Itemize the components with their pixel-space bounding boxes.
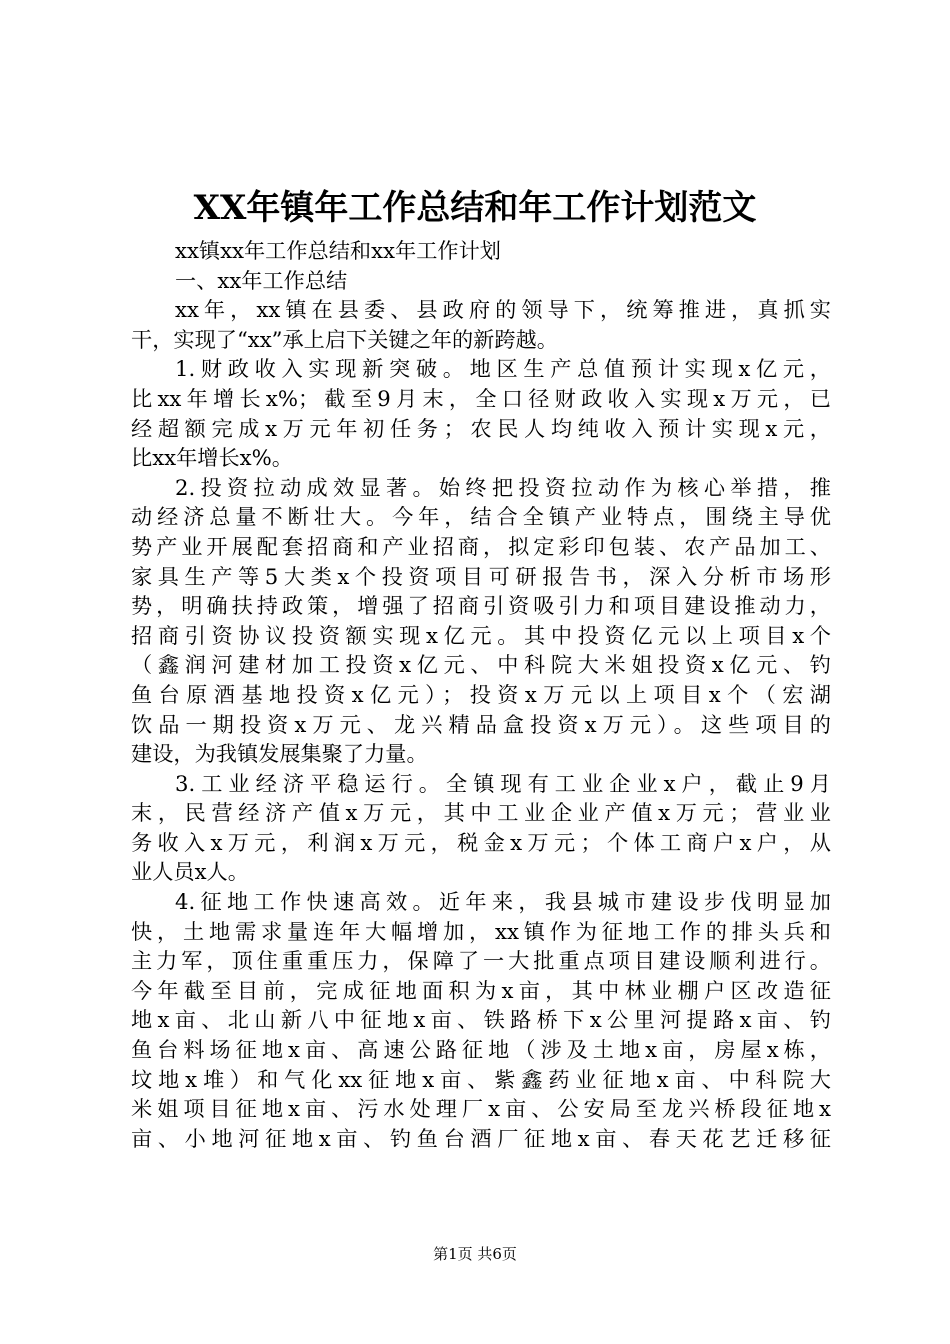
text-line: 3.工业经济平稳运行。全镇现有工业企业x户，截止9月 <box>175 770 831 796</box>
text-line: 一、xx年工作总结 <box>175 267 348 293</box>
text-line: 鱼台料场征地x亩、高速公路征地（涉及土地x亩，房屋x栋， <box>131 1037 831 1063</box>
text-line: 家具生产等5大类x个投资项目可研报告书，深入分析市场形 <box>131 563 831 589</box>
text-line: 比xx年增长x%。 <box>131 445 293 471</box>
text-line: 饮品一期投资x万元、龙兴精品盒投资x万元）。这些项目的 <box>131 711 831 737</box>
text-line: 务收入x万元，利润x万元，税金x万元；个体工商户x户，从 <box>131 829 831 855</box>
text-line: 今年截至目前，完成征地面积为x亩，其中林业棚户区改造征 <box>131 977 831 1003</box>
text-line: 米姐项目征地x亩、污水处理厂x亩、公安局至龙兴桥段征地x <box>131 1096 831 1122</box>
text-line: 业人员x人。 <box>131 859 249 885</box>
text-line: 快，土地需求量连年大幅增加，xx镇作为征地工作的排头兵和 <box>131 918 831 944</box>
text-line: xx镇xx年工作总结和xx年工作计划 <box>175 238 501 263</box>
text-line: 鱼台原酒基地投资x亿元）；投资x万元以上项目x个（宏湖 <box>131 681 831 707</box>
document-body <box>131 236 831 1153</box>
text-line: 坟地x堆）和气化xx征地x亩、紫鑫药业征地x亩、中科院大 <box>131 1066 831 1092</box>
text-line: 4.征地工作快速高效。近年来，我县城市建设步伐明显加 <box>175 889 831 915</box>
text-line: 比xx年增长x%；截至9月末，全口径财政收入实现x万元，已 <box>131 385 831 411</box>
text-line: 末，民营经济产值x万元，其中工业企业产值x万元；营业业 <box>131 800 831 826</box>
text-line: 经超额完成x万元年初任务；农民人均纯收入预计实现x元， <box>131 415 831 441</box>
text-line: 地x亩、北山新八中征地x亩、铁路桥下x公里河提路x亩、钓 <box>131 1007 831 1033</box>
text-line: xx年，xx镇在县委、县政府的领导下，统筹推进，真抓实 <box>175 297 831 323</box>
text-line: 主力军，顶住重重压力，保障了一大批重点项目建设顺利进行。 <box>131 948 831 974</box>
text-line: 势，明确扶持政策，增强了招商引资吸引力和项目建设推动力， <box>131 593 831 619</box>
page-footer: 第1页 共6页 <box>433 1245 517 1263</box>
text-line: （鑫润河建材加工投资x亿元、中科院大米姐投资x亿元、钓 <box>131 652 831 678</box>
document-title: XX年镇年工作总结和年工作计划范文 <box>193 188 757 228</box>
text-line: 亩、小地河征地x亩、钓鱼台酒厂征地x亩、春天花艺迁移征 <box>131 1125 831 1151</box>
text-line: 动经济总量不断壮大。今年，结合全镇产业特点，围绕主导优 <box>131 504 831 530</box>
text-line: 建设，为我镇发展集聚了力量。 <box>131 741 428 767</box>
text-line: 干，实现了“xx”承上启下关键之年的新跨越。 <box>131 326 558 352</box>
text-line: 势产业开展配套招商和产业招商，拟定彩印包装、农产品加工、 <box>131 533 831 559</box>
text-line: 1.财政收入实现新突破。地区生产总值预计实现x亿元， <box>175 356 831 382</box>
text-line: 招商引资协议投资额实现x亿元。其中投资亿元以上项目x个 <box>131 622 831 648</box>
text-line: 2.投资拉动成效显著。始终把投资拉动作为核心举措，推 <box>175 474 831 500</box>
